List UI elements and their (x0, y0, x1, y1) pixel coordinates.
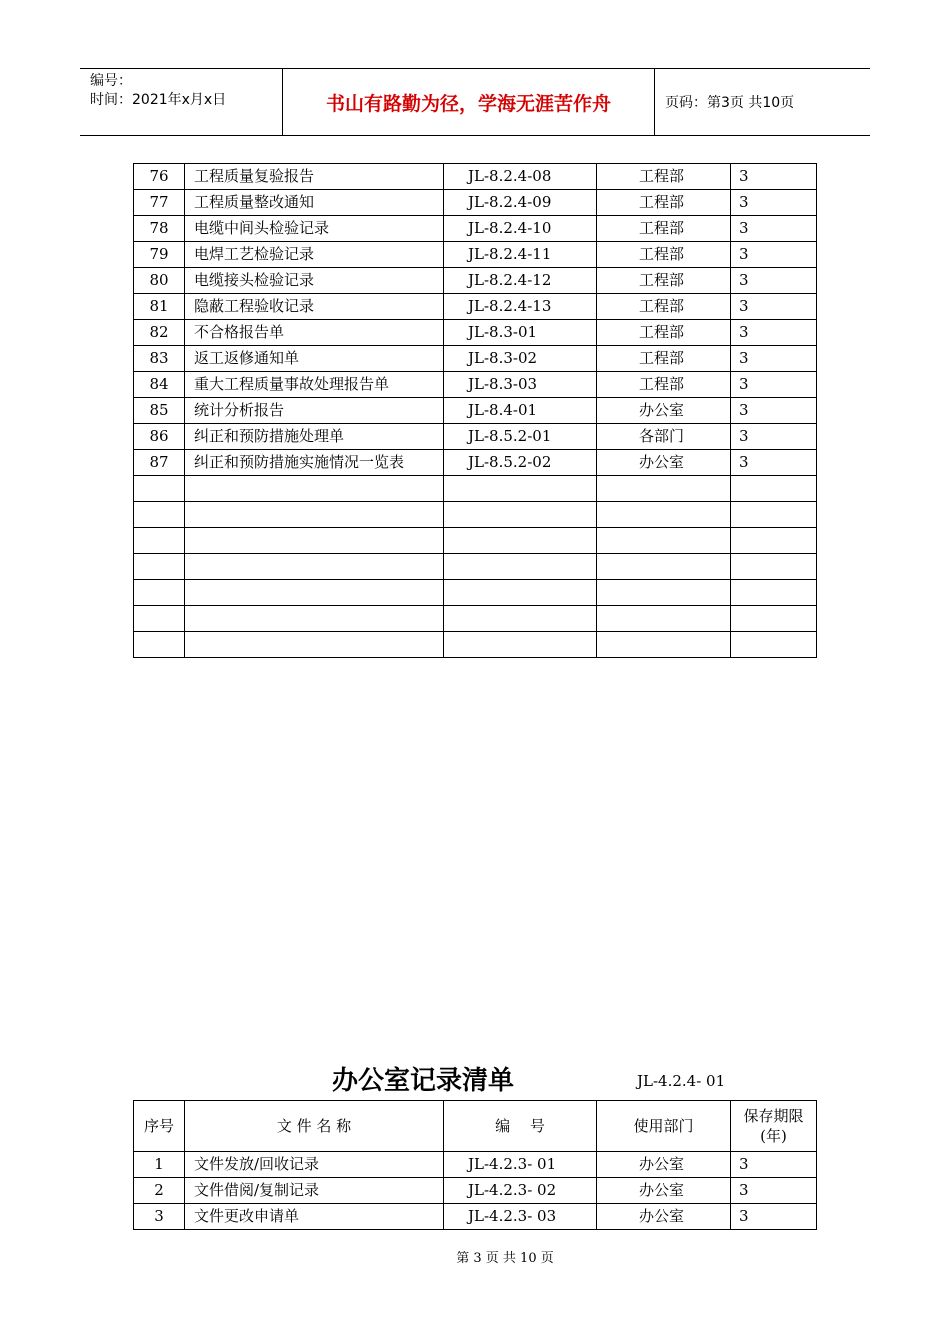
cell-name: 隐蔽工程验收记录 (185, 294, 444, 320)
cell-name: 文件借阅/复制记录 (185, 1178, 444, 1204)
table-row (134, 268, 817, 294)
cell-dept (597, 632, 731, 658)
cell-years: 3 (731, 1204, 817, 1230)
cell-dept: 工程部 (597, 216, 731, 242)
cell-code (444, 554, 597, 580)
cell-dept (597, 528, 731, 554)
table-row (134, 1204, 817, 1230)
table-row (134, 528, 817, 554)
table-row (134, 190, 817, 216)
cell-name (185, 476, 444, 502)
cell-dept (597, 580, 731, 606)
table-row (134, 554, 817, 580)
cell-name: 电缆接头检验记录 (185, 268, 444, 294)
cell-dept: 各部门 (597, 424, 731, 450)
cell-dept: 办公室 (597, 1152, 731, 1178)
header-page-info: 页码：第3页 共10页 (665, 95, 795, 111)
cell-name (185, 528, 444, 554)
table-row (134, 1152, 817, 1178)
table-row (134, 502, 817, 528)
cell-years: 3 (731, 398, 817, 424)
cell-no: 85 (134, 398, 185, 424)
cell-dept (597, 554, 731, 580)
column-header-code: 编 号 (444, 1101, 597, 1152)
cell-years (731, 528, 817, 554)
cell-no: 82 (134, 320, 185, 346)
cell-name (185, 502, 444, 528)
cell-years (731, 554, 817, 580)
cell-no: 78 (134, 216, 185, 242)
table-header-row (134, 1101, 817, 1152)
cell-no (134, 632, 185, 658)
cell-name (185, 554, 444, 580)
cell-dept: 办公室 (597, 1178, 731, 1204)
column-header-name: 文 件 名 称 (185, 1101, 444, 1152)
cell-code: JL-8.2.4-10 (444, 216, 597, 242)
page-header (80, 68, 870, 136)
cell-no: 84 (134, 372, 185, 398)
cell-code: JL-4.2.3- 02 (444, 1178, 597, 1204)
cell-no (134, 580, 185, 606)
cell-years (731, 606, 817, 632)
table-row (134, 346, 817, 372)
table-row (134, 580, 817, 606)
cell-code (444, 632, 597, 658)
cell-dept: 工程部 (597, 242, 731, 268)
cell-code (444, 502, 597, 528)
cell-code: JL-8.2.4-09 (444, 190, 597, 216)
cell-years: 3 (731, 450, 817, 476)
cell-code: JL-4.2.3- 01 (444, 1152, 597, 1178)
cell-years: 3 (731, 268, 817, 294)
cell-dept: 工程部 (597, 346, 731, 372)
office-records-table (133, 1100, 817, 1230)
column-header-no: 序号 (134, 1101, 185, 1152)
cell-years: 3 (731, 1152, 817, 1178)
cell-name: 文件更改申请单 (185, 1204, 444, 1230)
cell-dept (597, 476, 731, 502)
cell-name: 工程质量复验报告 (185, 164, 444, 190)
cell-no (134, 476, 185, 502)
header-page-info-cell (655, 69, 870, 135)
table-row (134, 424, 817, 450)
table-row (134, 164, 817, 190)
document-time-label: 时间：2021年x月x日 (90, 92, 227, 108)
cell-years (731, 502, 817, 528)
table-row (134, 294, 817, 320)
header-motto: 书山有路勤为径，学海无涯苦作舟 (325, 92, 611, 115)
cell-no: 86 (134, 424, 185, 450)
cell-code: JL-4.2.3- 03 (444, 1204, 597, 1230)
cell-dept: 办公室 (597, 1204, 731, 1230)
column-header-years-line1: 保存期限 (743, 1107, 804, 1125)
cell-years (731, 632, 817, 658)
table-row (134, 242, 817, 268)
cell-no: 76 (134, 164, 185, 190)
table-row (134, 606, 817, 632)
cell-name: 纠正和预防措施处理单 (185, 424, 444, 450)
cell-name: 电焊工艺检验记录 (185, 242, 444, 268)
table-row (134, 450, 817, 476)
cell-code (444, 528, 597, 554)
cell-dept: 办公室 (597, 398, 731, 424)
table-row (134, 476, 817, 502)
cell-code: JL-8.5.2-01 (444, 424, 597, 450)
cell-code (444, 476, 597, 502)
cell-code: JL-8.3-02 (444, 346, 597, 372)
cell-years: 3 (731, 372, 817, 398)
cell-name: 重大工程质量事故处理报告单 (185, 372, 444, 398)
cell-years: 3 (731, 346, 817, 372)
records-table-continued (133, 163, 817, 658)
cell-name: 统计分析报告 (185, 398, 444, 424)
cell-no: 3 (134, 1204, 185, 1230)
cell-code: JL-8.3-03 (444, 372, 597, 398)
cell-no: 81 (134, 294, 185, 320)
cell-code (444, 606, 597, 632)
cell-years: 3 (731, 190, 817, 216)
cell-no (134, 606, 185, 632)
cell-code: JL-8.2.4-08 (444, 164, 597, 190)
column-header-years (731, 1101, 817, 1152)
cell-no: 77 (134, 190, 185, 216)
cell-dept: 工程部 (597, 372, 731, 398)
table-row (134, 1178, 817, 1204)
cell-name: 电缆中间头检验记录 (185, 216, 444, 242)
cell-years: 3 (731, 320, 817, 346)
cell-dept: 办公室 (597, 450, 731, 476)
cell-code: JL-8.5.2-02 (444, 450, 597, 476)
cell-no (134, 502, 185, 528)
cell-dept: 工程部 (597, 190, 731, 216)
page-footer: 第 3 页 共 10 页 (456, 1251, 554, 1266)
section-form-code: JL-4.2.4- 01 (637, 1072, 726, 1090)
cell-dept: 工程部 (597, 164, 731, 190)
cell-code: JL-8.3-01 (444, 320, 597, 346)
cell-no (134, 528, 185, 554)
cell-dept: 工程部 (597, 294, 731, 320)
cell-code: JL-8.4-01 (444, 398, 597, 424)
cell-code: JL-8.2.4-11 (444, 242, 597, 268)
column-header-dept: 使用部门 (597, 1101, 731, 1152)
cell-no: 87 (134, 450, 185, 476)
cell-name (185, 606, 444, 632)
cell-no: 83 (134, 346, 185, 372)
table-row (134, 398, 817, 424)
table-row (134, 372, 817, 398)
cell-code (444, 580, 597, 606)
table-row (134, 320, 817, 346)
column-header-years-line2: (年) (760, 1127, 787, 1145)
cell-years (731, 580, 817, 606)
cell-years: 3 (731, 294, 817, 320)
section-title: 办公室记录清单 (332, 1066, 515, 1096)
cell-no: 80 (134, 268, 185, 294)
document-number-label: 编号： (90, 73, 132, 89)
cell-years (731, 476, 817, 502)
header-meta (80, 69, 282, 135)
cell-code: JL-8.2.4-13 (444, 294, 597, 320)
cell-no: 79 (134, 242, 185, 268)
header-motto-cell (282, 69, 655, 135)
cell-code: JL-8.2.4-12 (444, 268, 597, 294)
cell-dept: 工程部 (597, 320, 731, 346)
cell-no (134, 554, 185, 580)
table-row (134, 632, 817, 658)
cell-dept: 工程部 (597, 268, 731, 294)
cell-name: 文件发放/回收记录 (185, 1152, 444, 1178)
cell-dept (597, 502, 731, 528)
cell-years: 3 (731, 164, 817, 190)
cell-name: 返工返修通知单 (185, 346, 444, 372)
cell-years: 3 (731, 424, 817, 450)
cell-no: 1 (134, 1152, 185, 1178)
cell-dept (597, 606, 731, 632)
section-title-row (0, 1058, 950, 1098)
cell-years: 3 (731, 1178, 817, 1204)
cell-name (185, 632, 444, 658)
cell-name: 纠正和预防措施实施情况一览表 (185, 450, 444, 476)
cell-name: 不合格报告单 (185, 320, 444, 346)
cell-no: 2 (134, 1178, 185, 1204)
cell-name: 工程质量整改通知 (185, 190, 444, 216)
cell-years: 3 (731, 216, 817, 242)
cell-years: 3 (731, 242, 817, 268)
cell-name (185, 580, 444, 606)
table-row (134, 216, 817, 242)
